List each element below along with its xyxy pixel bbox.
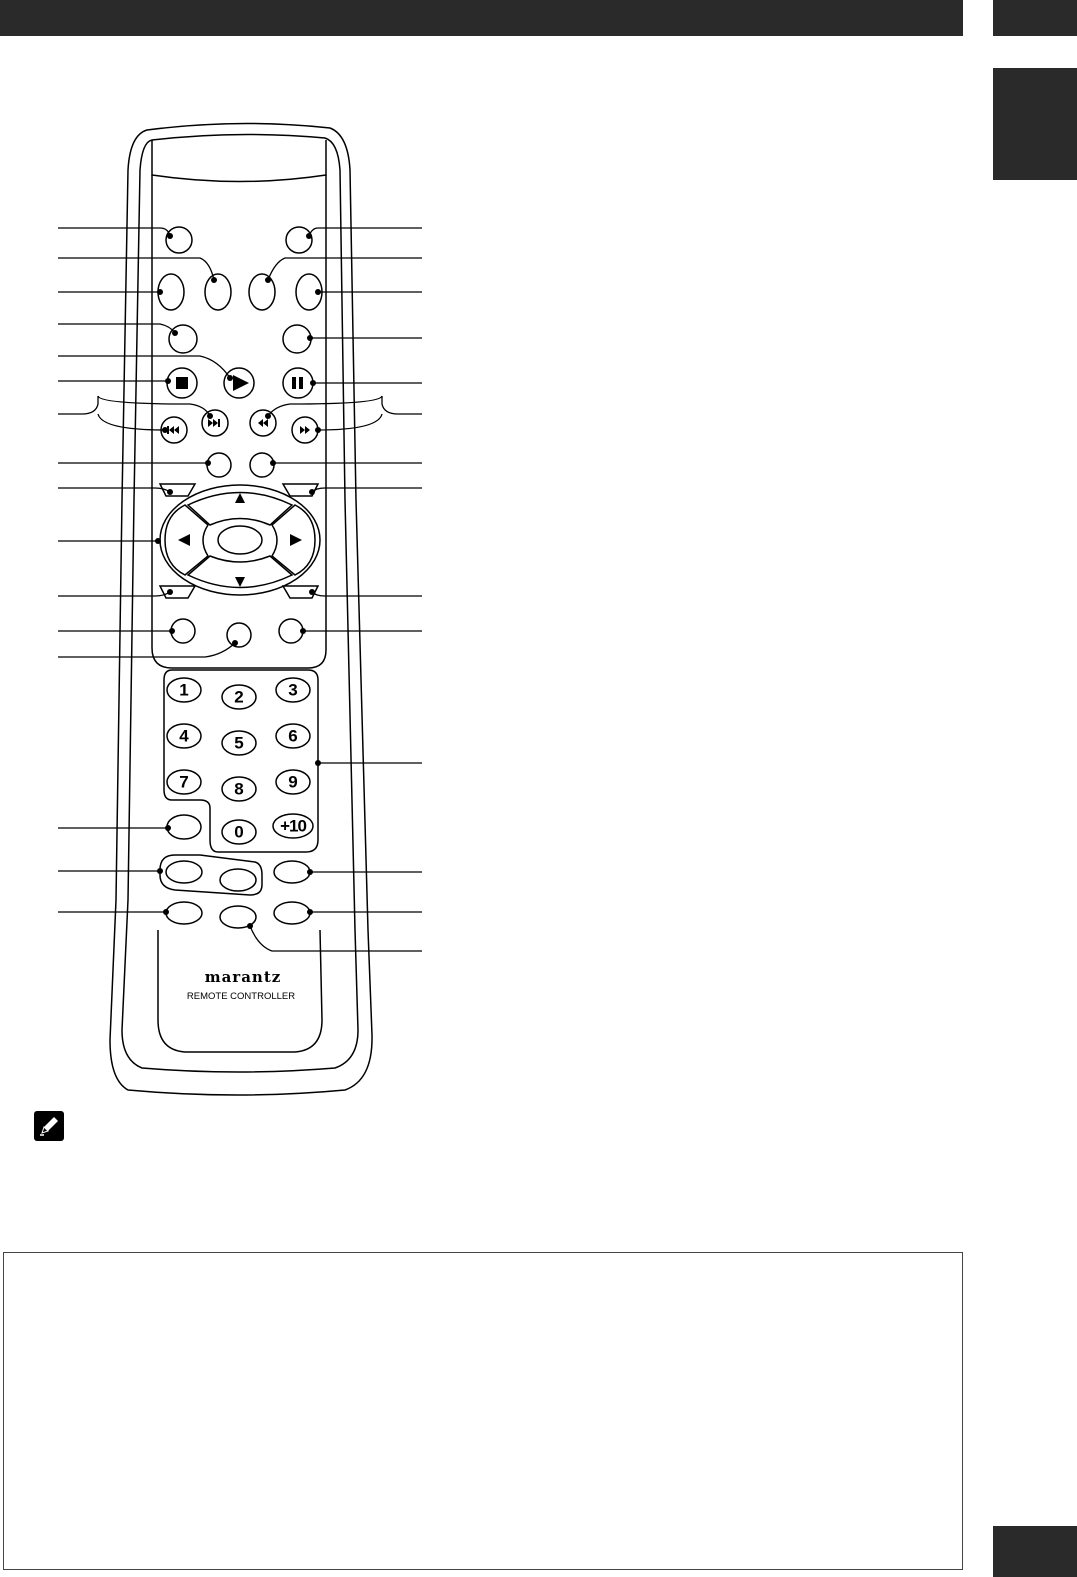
dimmer-button	[166, 902, 202, 924]
stop-icon	[176, 377, 188, 389]
number-key-5[interactable]: 5	[234, 733, 244, 753]
number-key-4[interactable]: 4	[179, 726, 189, 746]
fast-forward-icon	[300, 426, 310, 434]
random-button	[166, 861, 202, 883]
display-button	[169, 325, 197, 353]
number-key-7[interactable]: 7	[179, 772, 189, 792]
audio-button	[160, 586, 195, 598]
ir-window	[152, 140, 326, 182]
number-key-9[interactable]: 9	[288, 772, 298, 792]
time-button	[274, 861, 310, 883]
return-button	[250, 453, 274, 477]
pause-button	[283, 368, 313, 398]
clear-button	[283, 325, 311, 353]
number-key-6[interactable]: 6	[288, 726, 298, 746]
model-label: REMOTE CONTROLLER	[186, 991, 296, 1002]
remote-body	[110, 123, 372, 1095]
skip-next-icon	[208, 419, 220, 427]
rewind-icon	[258, 419, 268, 427]
enter-button	[218, 526, 262, 554]
function-button-3	[249, 274, 275, 310]
open-close-button	[286, 227, 312, 253]
number-key-0[interactable]: 0	[234, 822, 244, 842]
program-button	[167, 815, 201, 839]
power-button	[166, 227, 192, 253]
skip-prev-icon	[167, 426, 179, 434]
button-panel	[152, 175, 326, 668]
arrow-right-icon	[290, 534, 302, 546]
scan-button	[220, 869, 256, 891]
number-key-3[interactable]: 3	[288, 680, 298, 700]
arrow-down-icon	[235, 577, 245, 587]
number-key-1[interactable]: 1	[179, 680, 189, 700]
zoom-button	[227, 623, 251, 647]
pencil-note-icon	[34, 1111, 64, 1141]
repeat-button	[279, 619, 303, 643]
number-key-2[interactable]: 2	[234, 687, 244, 707]
play-icon	[233, 375, 249, 391]
number-key-8[interactable]: 8	[234, 779, 244, 799]
pause-icon	[292, 377, 303, 389]
pure-direct-button	[274, 902, 310, 924]
function-button-2	[205, 274, 231, 310]
left-callouts	[58, 228, 235, 912]
setup-button	[207, 453, 231, 477]
arrow-up-icon	[235, 493, 245, 503]
brand-logo: marantz	[204, 968, 282, 986]
arrow-left-icon	[178, 534, 190, 546]
number-key-plus10[interactable]: +10	[280, 816, 306, 836]
